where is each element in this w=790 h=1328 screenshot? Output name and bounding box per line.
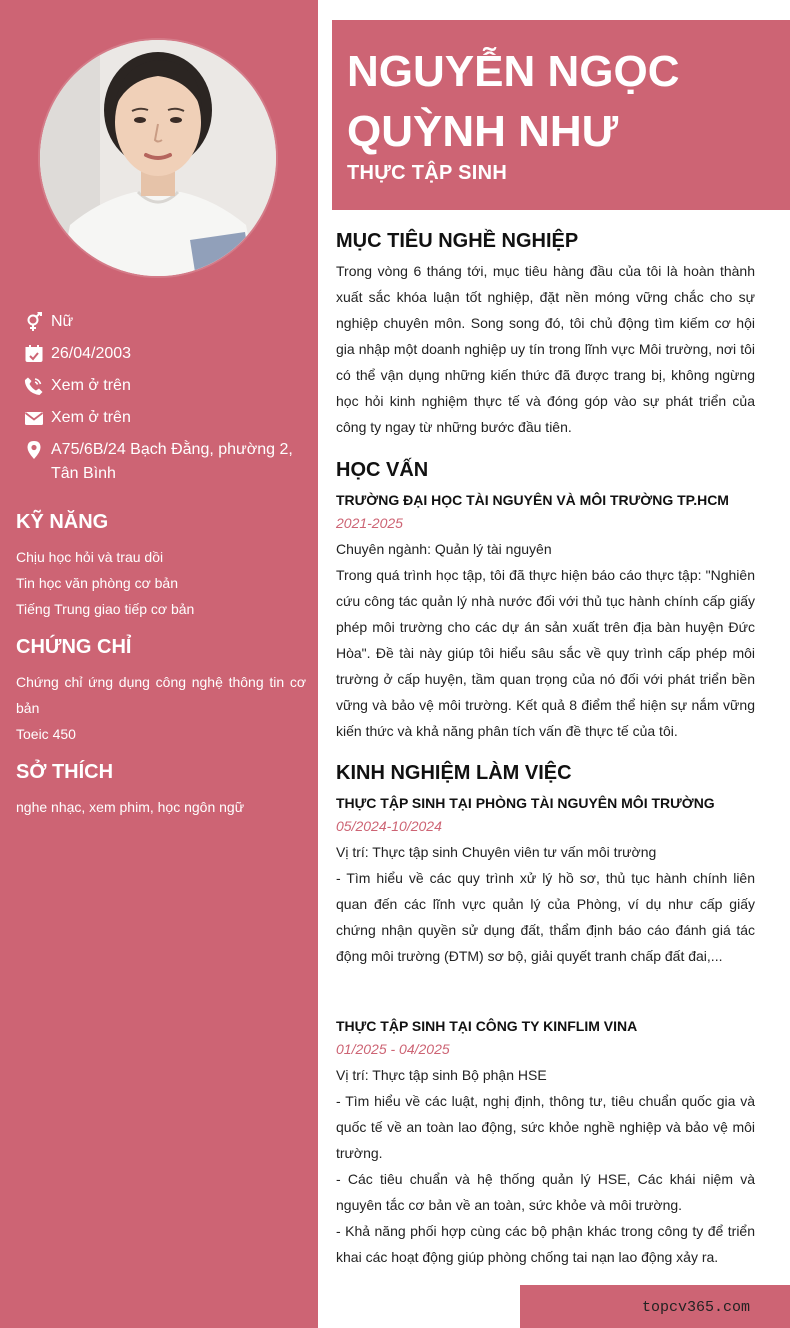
job-org: THỰC TẬP SINH TẠI PHÒNG TÀI NGUYÊN MÔI TRƯỜNG <box>336 795 715 811</box>
contact-birthday <box>24 342 304 366</box>
hobbies-text: nghe nhạc, xem phim, học ngôn ngữ <box>16 799 245 815</box>
job-position: Vị trí: Thực tập sinh Chuyên viên tư vấn môi trường <box>336 844 657 860</box>
objective-text: Trong vòng 6 tháng tới, mục tiêu hàng đầu của tôi là hoàn thành xuất sắc khóa luận tốt nghiệp, đặt nền móng vững chắc cho sự nghiệp chuyên môn. Song song đó, tôi chủ động tìm kiếm cơ hội gia nhập một doanh nghiệp uy tín trong lĩnh vực Môi trường, nơi tôi có thể vận dụng những kiến thức đã được trang bị, không ngừng học hỏi kinh nghiệm thực tế và đóng góp vào sự phát triển của công ty ngay từ những bước đầu tiên. <box>336 263 755 435</box>
contact-email <box>24 406 304 430</box>
education-description: Trong quá trình học tập, tôi đã thực hiện báo cáo thực tập: "Nghiên cứu công tác quản lý nhà nước đối với thủ tục hành chính cấp giấy phép môi trường cho các dự án sản xuất trên địa bàn huyện Đức Hòa". Đề tài này giúp tôi hiểu sâu sắc về quy trình cấp phép môi trường ở cấp huyện, tầm quan trọng của nó đối với phát triển bền vững và bảo vệ môi trường. Kết quả 8 điểm thể hiện sự nắm vững kiến thức và khả năng phân tích vấn đề thực tế của tôi. <box>336 567 755 739</box>
contact-gender <box>24 310 304 334</box>
phone-value: Xem ở trên <box>51 377 131 394</box>
header-banner <box>332 20 790 210</box>
gender-icon <box>24 312 44 332</box>
skills-title: KỸ NĂNG <box>16 511 109 533</box>
job-detail: - Tìm hiểu về các luật, nghị định, thông tư, tiêu chuẩn quốc gia và quốc tế về an toàn lao động, sức khỏe nghề nghiệp và bảo vệ môi trường. <box>336 1093 755 1161</box>
job-entry <box>336 793 755 969</box>
contact-address <box>24 438 304 486</box>
objective-title: MỤC TIÊU NGHỀ NGHIỆP <box>336 230 579 252</box>
avatar <box>40 40 276 276</box>
footer-watermark <box>520 1285 790 1328</box>
job-title: THỰC TẬP SINH <box>347 162 508 184</box>
calendar-icon <box>24 344 44 364</box>
envelope-icon <box>24 408 44 428</box>
contact-info <box>24 310 304 494</box>
sidebar <box>0 0 318 1328</box>
hobbies-title: SỞ THÍCH <box>16 761 114 783</box>
certificates-title: CHỨNG CHỈ <box>16 636 132 658</box>
job-detail: - Khả năng phối hợp cùng các bộ phận khác trong công ty để triển khai các hoạt động giúp phòng chống tai nạn lao động xảy ra. <box>336 1223 755 1265</box>
avatar-photo <box>40 40 276 276</box>
birthday-value: 26/04/2003 <box>51 345 132 362</box>
job-position: Vị trí: Thực tập sinh Bộ phận HSE <box>336 1067 547 1083</box>
hobbies-section <box>16 760 306 820</box>
skill-item: Tiếng Trung giao tiếp cơ bản <box>16 601 195 617</box>
job-org: THỰC TẬP SINH TẠI CÔNG TY KINFLIM VINA <box>336 1018 638 1034</box>
skill-item: Chịu học hỏi và trau dồi <box>16 549 164 565</box>
map-pin-icon <box>24 440 44 460</box>
certificate-item: Chứng chỉ ứng dụng công nghệ thông tin cơ bản <box>16 674 306 716</box>
experience-section <box>336 761 755 1270</box>
address-value: A75/6B/24 Bạch Đằng, phường 2, Tân Bình <box>51 441 293 482</box>
objective-section <box>336 229 755 440</box>
education-period: 2021-2025 <box>336 515 403 531</box>
phone-icon <box>24 376 44 396</box>
skill-item: Tin học văn phòng cơ bản <box>16 575 178 591</box>
job-detail: - Tìm hiểu về các quy trình xử lý hồ sơ, thủ tục hành chính liên quan đến các lĩnh vực quản lý của Phòng, ví dụ như cấp giấy chứng nhận quyền sử dụng đất, thẩm định báo cáo đánh giá tác động môi trường (ĐTM) sơ bộ, giải quyết tranh chấp đất đai,... <box>336 870 755 964</box>
site-name: topcv365.com <box>641 1299 750 1316</box>
email-value: Xem ở trên <box>51 409 131 426</box>
school-name: TRƯỜNG ĐẠI HỌC TÀI NGUYÊN VÀ MÔI TRƯỜNG TP.HCM <box>336 492 729 508</box>
experience-title: KINH NGHIỆM LÀM VIỆC <box>336 762 572 784</box>
job-detail: - Các tiêu chuẩn và hệ thống quản lý HSE, Các khái niệm và nguyên tắc cơ bản về an toàn, sức khỏe và môi trường. <box>336 1171 755 1213</box>
gender-value: Nữ <box>51 313 74 330</box>
skills-section <box>16 510 306 622</box>
contact-phone <box>24 374 304 398</box>
job-period: 05/2024-10/2024 <box>336 818 442 834</box>
job-entry <box>336 1016 755 1270</box>
certificate-item: Toeic 450 <box>16 726 76 742</box>
education-title: HỌC VẤN <box>336 459 429 481</box>
full-name: NGUYỄN NGỌC QUỲNH NHƯ <box>347 47 680 156</box>
certificates-section <box>16 635 306 747</box>
job-period: 01/2025 - 04/2025 <box>336 1041 450 1057</box>
education-section <box>336 458 755 744</box>
education-major: Chuyên ngành: Quản lý tài nguyên <box>336 541 552 557</box>
